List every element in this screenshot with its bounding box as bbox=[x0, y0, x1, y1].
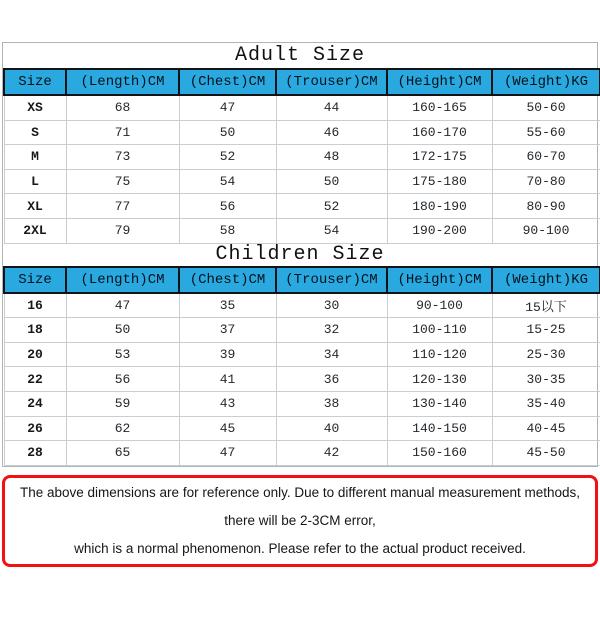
header-cell: (Trouser)CM bbox=[276, 267, 387, 293]
header-cell: (Height)CM bbox=[387, 267, 492, 293]
table-cell: 47 bbox=[179, 95, 276, 120]
table-cell: 50 bbox=[66, 318, 179, 343]
table-cell: 58 bbox=[179, 218, 276, 243]
table-cell: 28 bbox=[4, 441, 66, 466]
header-cell: Size bbox=[4, 267, 66, 293]
table-cell: 30 bbox=[276, 293, 387, 318]
table-cell: 180-190 bbox=[387, 194, 492, 219]
table-cell: 150-160 bbox=[387, 441, 492, 466]
table-cell: 80-90 bbox=[492, 194, 600, 219]
table-cell: 16 bbox=[4, 293, 66, 318]
table-row bbox=[4, 194, 600, 219]
table-row bbox=[4, 145, 600, 170]
table-cell: 15以下 bbox=[492, 293, 600, 318]
table-cell: 18 bbox=[4, 318, 66, 343]
table-cell: 45-50 bbox=[492, 441, 600, 466]
table-cell: 25-30 bbox=[492, 342, 600, 367]
table-cell: 38 bbox=[276, 391, 387, 416]
table-row bbox=[4, 318, 600, 343]
size-chart-sheet bbox=[0, 42, 600, 642]
header-cell: (Length)CM bbox=[66, 267, 179, 293]
table-cell: 44 bbox=[276, 95, 387, 120]
table-cell: 59 bbox=[66, 391, 179, 416]
table-row bbox=[4, 416, 600, 441]
table-cell: 39 bbox=[179, 342, 276, 367]
table-cell: 52 bbox=[179, 145, 276, 170]
table-cell: 52 bbox=[276, 194, 387, 219]
table-cell: 160-165 bbox=[387, 95, 492, 120]
table-cell: 35 bbox=[179, 293, 276, 318]
table-cell: 36 bbox=[276, 367, 387, 392]
table-cell: 47 bbox=[66, 293, 179, 318]
table-row bbox=[4, 169, 600, 194]
table-cell: 100-110 bbox=[387, 318, 492, 343]
table-cell: 26 bbox=[4, 416, 66, 441]
table-cell: 120-130 bbox=[387, 367, 492, 392]
table-row bbox=[4, 342, 600, 367]
table-row bbox=[4, 391, 600, 416]
table-cell: 75 bbox=[66, 169, 179, 194]
header-cell: (Length)CM bbox=[66, 69, 179, 95]
table-cell: 48 bbox=[276, 145, 387, 170]
adult-size-title: Adult Size bbox=[234, 44, 366, 67]
children-size-table bbox=[3, 266, 600, 466]
table-cell: 56 bbox=[66, 367, 179, 392]
table-cell: 2XL bbox=[4, 218, 66, 243]
table-cell: 15-25 bbox=[492, 318, 600, 343]
table-cell: 172-175 bbox=[387, 145, 492, 170]
table-cell: 54 bbox=[179, 169, 276, 194]
table-cell: 47 bbox=[179, 441, 276, 466]
header-cell: (Height)CM bbox=[387, 69, 492, 95]
table-cell: 68 bbox=[66, 95, 179, 120]
header-cell: (Weight)KG bbox=[492, 69, 600, 95]
table-cell: 20 bbox=[4, 342, 66, 367]
table-cell: 62 bbox=[66, 416, 179, 441]
table-cell: 32 bbox=[276, 318, 387, 343]
table-cell: 73 bbox=[66, 145, 179, 170]
table-cell: XL bbox=[4, 194, 66, 219]
table-cell: M bbox=[4, 145, 66, 170]
table-cell: 90-100 bbox=[492, 218, 600, 243]
header-cell: (Chest)CM bbox=[179, 69, 276, 95]
table-row bbox=[4, 367, 600, 392]
table-row bbox=[4, 293, 600, 318]
table-cell: 41 bbox=[179, 367, 276, 392]
table-cell: 55-60 bbox=[492, 120, 600, 145]
table-row bbox=[4, 95, 600, 120]
table-cell: L bbox=[4, 169, 66, 194]
header-row bbox=[4, 267, 600, 293]
table-cell: 42 bbox=[276, 441, 387, 466]
table-cell: 40 bbox=[276, 416, 387, 441]
children-size-title: Children Size bbox=[215, 242, 385, 266]
table-cell: 53 bbox=[66, 342, 179, 367]
table-cell: 190-200 bbox=[387, 218, 492, 243]
note-line-1: The above dimensions are for reference only. Due to different manual measurement methods, bbox=[19, 484, 581, 500]
note-line-3: which is a normal phenomenon. Please refer to the actual product received. bbox=[74, 540, 526, 556]
table-cell: 70-80 bbox=[492, 169, 600, 194]
table-cell: 56 bbox=[179, 194, 276, 219]
table-cell: 37 bbox=[179, 318, 276, 343]
header-cell: (Chest)CM bbox=[179, 267, 276, 293]
table-cell: 40-45 bbox=[492, 416, 600, 441]
table-cell: 79 bbox=[66, 218, 179, 243]
table-row bbox=[4, 120, 600, 145]
table-cell: 35-40 bbox=[492, 391, 600, 416]
header-row bbox=[4, 69, 600, 95]
measurement-note-box bbox=[2, 475, 598, 567]
table-cell: 110-120 bbox=[387, 342, 492, 367]
note-line-2: there will be 2-3CM error, bbox=[224, 512, 376, 528]
size-tables-container bbox=[2, 42, 598, 467]
table-cell: 54 bbox=[276, 218, 387, 243]
header-cell: (Weight)KG bbox=[492, 267, 600, 293]
table-cell: 160-170 bbox=[387, 120, 492, 145]
table-cell: 30-35 bbox=[492, 367, 600, 392]
table-cell: 45 bbox=[179, 416, 276, 441]
header-cell: Size bbox=[4, 69, 66, 95]
table-cell: S bbox=[4, 120, 66, 145]
table-cell: 50-60 bbox=[492, 95, 600, 120]
table-cell: 22 bbox=[4, 367, 66, 392]
table-cell: 90-100 bbox=[387, 293, 492, 318]
table-cell: 46 bbox=[276, 120, 387, 145]
table-cell: 34 bbox=[276, 342, 387, 367]
table-cell: 50 bbox=[276, 169, 387, 194]
table-cell: 130-140 bbox=[387, 391, 492, 416]
table-cell: 65 bbox=[66, 441, 179, 466]
table-cell: 60-70 bbox=[492, 145, 600, 170]
table-cell: 43 bbox=[179, 391, 276, 416]
adult-size-table bbox=[3, 68, 600, 244]
table-cell: 175-180 bbox=[387, 169, 492, 194]
table-cell: XS bbox=[4, 95, 66, 120]
table-row bbox=[4, 441, 600, 466]
table-cell: 140-150 bbox=[387, 416, 492, 441]
table-cell: 50 bbox=[179, 120, 276, 145]
table-row bbox=[4, 218, 600, 243]
header-cell: (Trouser)CM bbox=[276, 69, 387, 95]
table-cell: 71 bbox=[66, 120, 179, 145]
table-cell: 77 bbox=[66, 194, 179, 219]
table-cell: 24 bbox=[4, 391, 66, 416]
